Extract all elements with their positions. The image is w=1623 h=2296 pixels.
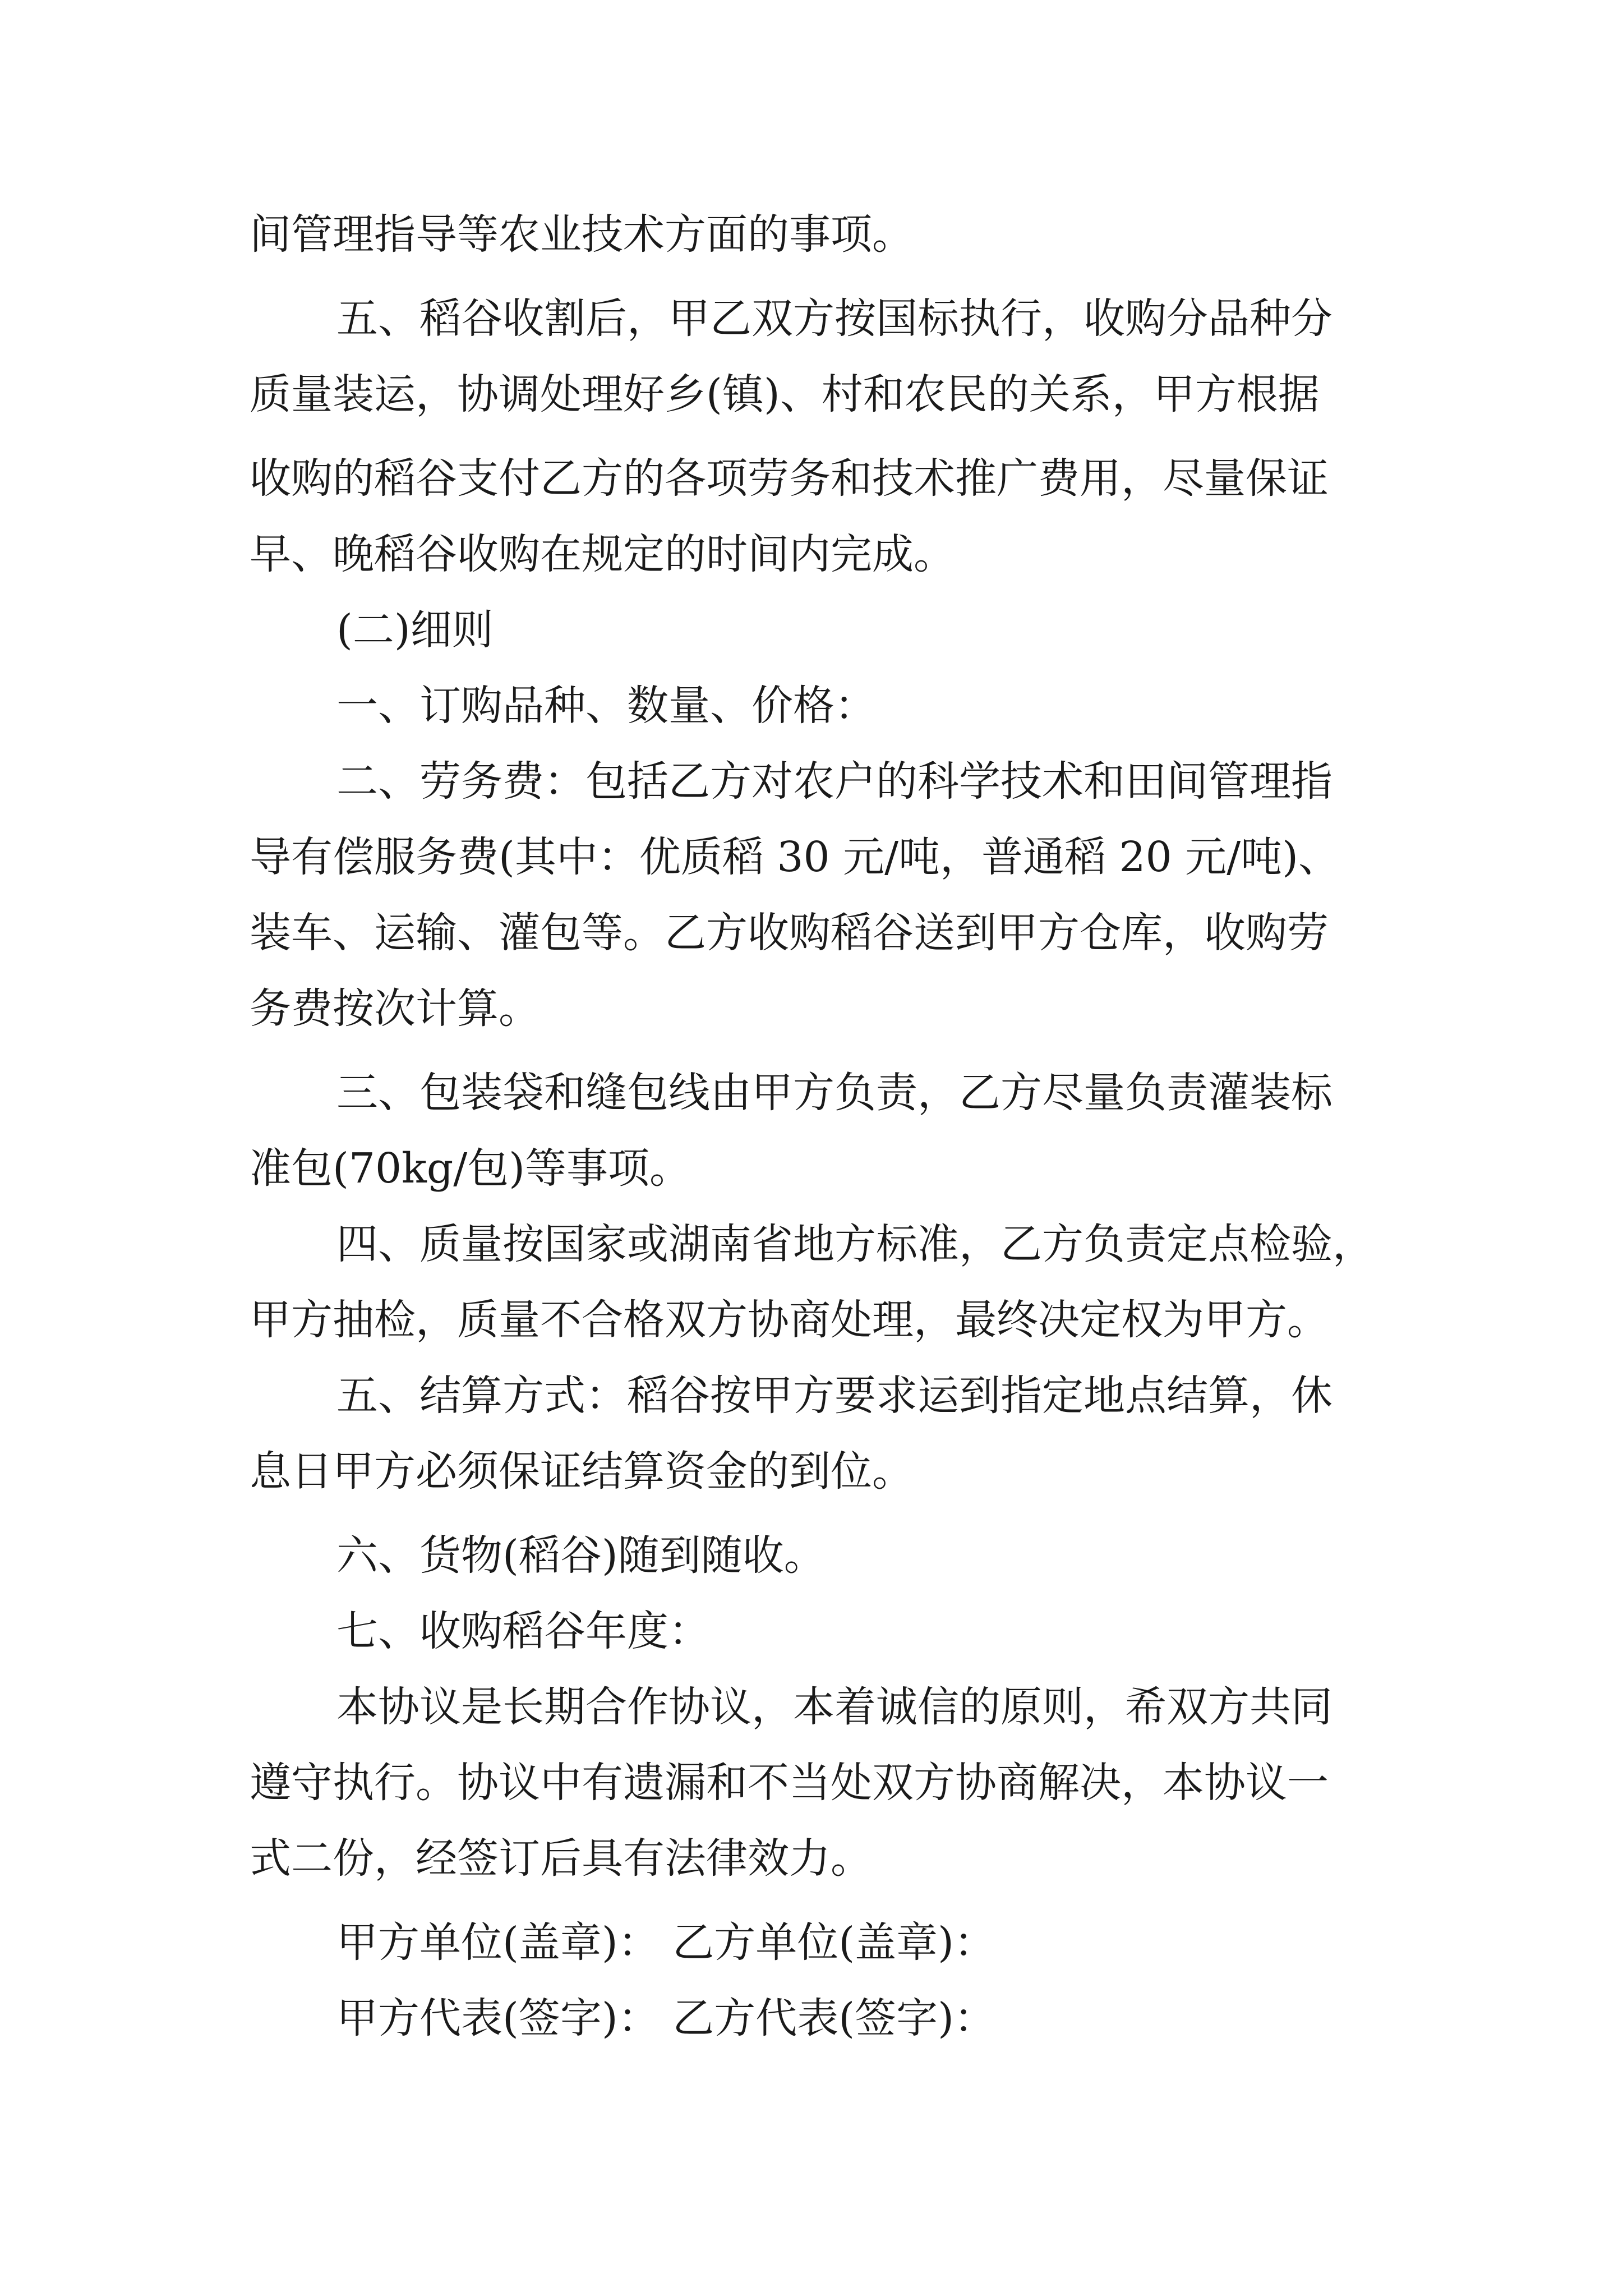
- text-line: 式二份，经签订后具有法律效力。: [250, 1834, 872, 1883]
- text-line: 甲方代表(签字)： 乙方代表(签字)：: [336, 1994, 996, 2042]
- text-line: 装车、运输、灌包等。乙方收购稻谷送到甲方仓库，收购劳: [250, 909, 1329, 957]
- text-line: 遵守执行。协议中有遗漏和不当处双方协商解决，本协议一: [250, 1759, 1329, 1807]
- text-line: 息日甲方必须保证结算资金的到位。: [250, 1447, 914, 1496]
- text-line: 务费按次计算。: [250, 984, 540, 1033]
- text-line: 早、晚稻谷收购在规定的时间内完成。: [250, 530, 955, 578]
- text-line: 间管理指导等农业技术方面的事项。: [250, 210, 914, 259]
- text-line: (二)细则: [336, 606, 494, 654]
- text-line: 六、货物(稻谷)随到随收。: [336, 1531, 826, 1580]
- text-line: 本协议是长期合作协议，本着诚信的原则，希双方共同: [336, 1683, 1332, 1731]
- text-line: 二、劳务费：包括乙方对农户的科学技术和田间管理指: [336, 757, 1332, 806]
- text-line: 五、稻谷收割后，甲乙双方按国标执行，收购分品种分: [336, 295, 1332, 343]
- text-line: 三、包装袋和缝包线由甲方负责，乙方尽量负责灌装标: [336, 1069, 1332, 1117]
- text-line: 质量装运，协调处理好乡(镇)、村和农民的关系，甲方根据: [250, 370, 1320, 418]
- text-line: 甲方抽检，质量不合格双方协商处理，最终决定权为甲方。: [250, 1296, 1329, 1344]
- text-line: 一、订购品种、数量、价格：: [336, 682, 876, 730]
- text-line: 收购的稻谷支付乙方的各项劳务和技术推广费用，尽量保证: [250, 454, 1329, 503]
- text-line: 四、质量按国家或湖南省地方标准，乙方负责定点检验，: [336, 1220, 1374, 1268]
- text-line: 导有偿服务费(其中：优质稻 30 元/吨，普通稻 20 元/吨)、: [250, 833, 1340, 881]
- text-line: 准包(70kg/包)等事项。: [250, 1144, 691, 1193]
- text-line: 甲方单位(盖章)： 乙方单位(盖章)：: [336, 1918, 996, 1967]
- text-line: 七、收购稻谷年度：: [336, 1607, 710, 1655]
- text-line: 五、结算方式：稻谷按甲方要求运到指定地点结算，休: [336, 1372, 1332, 1420]
